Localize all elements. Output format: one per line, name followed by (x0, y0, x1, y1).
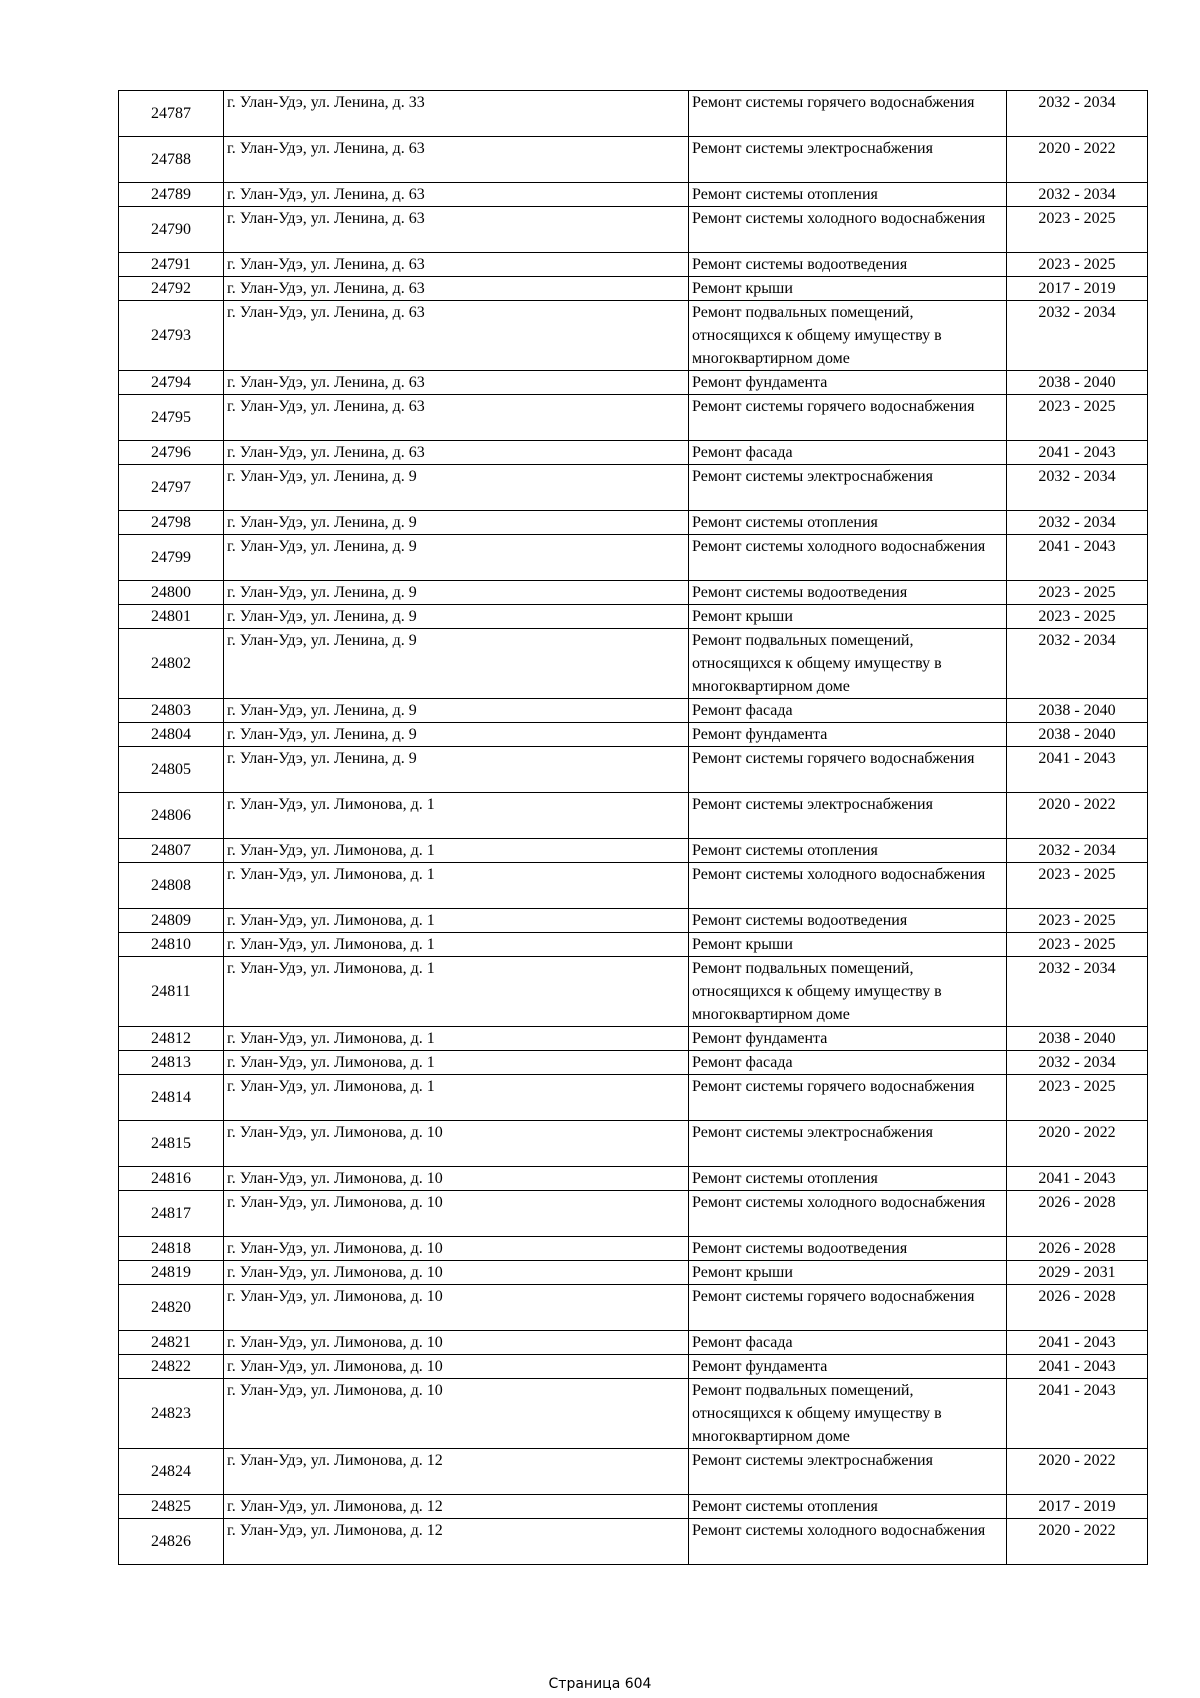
table-row (119, 1519, 1148, 1565)
row-address: г. Улан-Удэ, ул. Ленина, д. 63 (224, 395, 689, 441)
row-work-type: Ремонт подвальных помещений, относящихся к общему имуществу в многоквартирном доме (689, 301, 1007, 371)
row-address: г. Улан-Удэ, ул. Лимонова, д. 1 (224, 839, 689, 863)
row-number: 24804 (119, 723, 224, 747)
row-period: 2029 - 2031 (1007, 1261, 1148, 1285)
row-work-type: Ремонт системы отопления (689, 511, 1007, 535)
row-address: г. Улан-Удэ, ул. Ленина, д. 9 (224, 629, 689, 699)
row-number: 24825 (119, 1495, 224, 1519)
row-period: 2032 - 2034 (1007, 1051, 1148, 1075)
table-row (119, 301, 1148, 371)
table-row (119, 957, 1148, 1027)
row-period: 2038 - 2040 (1007, 723, 1148, 747)
row-address: г. Улан-Удэ, ул. Лимонова, д. 1 (224, 863, 689, 909)
row-work-type: Ремонт системы отопления (689, 183, 1007, 207)
row-number: 24815 (119, 1121, 224, 1167)
row-address: г. Улан-Удэ, ул. Лимонова, д. 12 (224, 1495, 689, 1519)
row-work-type: Ремонт подвальных помещений, относящихся к общему имуществу в многоквартирном доме (689, 629, 1007, 699)
row-period: 2026 - 2028 (1007, 1191, 1148, 1237)
table-row (119, 441, 1148, 465)
row-period: 2032 - 2034 (1007, 465, 1148, 511)
row-number: 24817 (119, 1191, 224, 1237)
row-work-type: Ремонт фундамента (689, 723, 1007, 747)
row-period: 2041 - 2043 (1007, 1379, 1148, 1449)
row-address: г. Улан-Удэ, ул. Ленина, д. 63 (224, 277, 689, 301)
row-work-type: Ремонт фундамента (689, 1355, 1007, 1379)
row-work-type: Ремонт системы горячего водоснабжения (689, 1285, 1007, 1331)
row-work-type: Ремонт системы горячего водоснабжения (689, 91, 1007, 137)
row-number: 24794 (119, 371, 224, 395)
row-address: г. Улан-Удэ, ул. Лимонова, д. 1 (224, 1075, 689, 1121)
row-work-type: Ремонт системы отопления (689, 839, 1007, 863)
table-row (119, 1379, 1148, 1449)
row-period: 2023 - 2025 (1007, 933, 1148, 957)
row-period: 2032 - 2034 (1007, 957, 1148, 1027)
row-address: г. Улан-Удэ, ул. Ленина, д. 9 (224, 581, 689, 605)
row-address: г. Улан-Удэ, ул. Ленина, д. 33 (224, 91, 689, 137)
table-row (119, 1237, 1148, 1261)
row-period: 2023 - 2025 (1007, 207, 1148, 253)
row-work-type: Ремонт крыши (689, 1261, 1007, 1285)
table-row (119, 1167, 1148, 1191)
table-row (119, 1331, 1148, 1355)
row-work-type: Ремонт системы горячего водоснабжения (689, 747, 1007, 793)
row-work-type: Ремонт системы электроснабжения (689, 1121, 1007, 1167)
row-work-type: Ремонт системы электроснабжения (689, 465, 1007, 511)
row-address: г. Улан-Удэ, ул. Ленина, д. 63 (224, 301, 689, 371)
row-period: 2023 - 2025 (1007, 395, 1148, 441)
row-number: 24800 (119, 581, 224, 605)
table-row (119, 1121, 1148, 1167)
row-work-type: Ремонт системы холодного водоснабжения (689, 207, 1007, 253)
row-work-type: Ремонт системы отопления (689, 1167, 1007, 1191)
row-number: 24787 (119, 91, 224, 137)
row-work-type: Ремонт системы водоотведения (689, 253, 1007, 277)
row-address: г. Улан-Удэ, ул. Ленина, д. 9 (224, 605, 689, 629)
row-period: 2023 - 2025 (1007, 605, 1148, 629)
row-number: 24790 (119, 207, 224, 253)
table-row (119, 1495, 1148, 1519)
row-period: 2020 - 2022 (1007, 1519, 1148, 1565)
row-number: 24811 (119, 957, 224, 1027)
row-number: 24803 (119, 699, 224, 723)
repair-schedule-body (119, 91, 1148, 1565)
table-row (119, 1285, 1148, 1331)
row-work-type: Ремонт системы электроснабжения (689, 137, 1007, 183)
row-address: г. Улан-Удэ, ул. Лимонова, д. 1 (224, 1051, 689, 1075)
row-period: 2026 - 2028 (1007, 1285, 1148, 1331)
row-address: г. Улан-Удэ, ул. Лимонова, д. 10 (224, 1355, 689, 1379)
row-number: 24816 (119, 1167, 224, 1191)
table-row (119, 1261, 1148, 1285)
row-number: 24812 (119, 1027, 224, 1051)
row-number: 24823 (119, 1379, 224, 1449)
row-number: 24818 (119, 1237, 224, 1261)
row-address: г. Улан-Удэ, ул. Лимонова, д. 10 (224, 1167, 689, 1191)
row-address: г. Улан-Удэ, ул. Ленина, д. 9 (224, 723, 689, 747)
table-row (119, 91, 1148, 137)
row-work-type: Ремонт системы электроснабжения (689, 1449, 1007, 1495)
table-row (119, 1051, 1148, 1075)
row-address: г. Улан-Удэ, ул. Лимонова, д. 1 (224, 957, 689, 1027)
table-row (119, 371, 1148, 395)
row-period: 2023 - 2025 (1007, 581, 1148, 605)
row-work-type: Ремонт системы водоотведения (689, 1237, 1007, 1261)
table-row (119, 277, 1148, 301)
row-number: 24819 (119, 1261, 224, 1285)
row-address: г. Улан-Удэ, ул. Ленина, д. 9 (224, 699, 689, 723)
table-row (119, 909, 1148, 933)
row-address: г. Улан-Удэ, ул. Ленина, д. 63 (224, 137, 689, 183)
table-row (119, 747, 1148, 793)
row-number: 24802 (119, 629, 224, 699)
table-row (119, 933, 1148, 957)
row-number: 24788 (119, 137, 224, 183)
table-row (119, 629, 1148, 699)
row-period: 2038 - 2040 (1007, 371, 1148, 395)
row-period: 2041 - 2043 (1007, 747, 1148, 793)
row-work-type: Ремонт фасада (689, 441, 1007, 465)
table-row (119, 1027, 1148, 1051)
table-row (119, 1355, 1148, 1379)
row-work-type: Ремонт фасада (689, 699, 1007, 723)
row-number: 24791 (119, 253, 224, 277)
row-period: 2020 - 2022 (1007, 137, 1148, 183)
row-period: 2032 - 2034 (1007, 301, 1148, 371)
row-period: 2032 - 2034 (1007, 839, 1148, 863)
row-work-type: Ремонт системы водоотведения (689, 581, 1007, 605)
row-address: г. Улан-Удэ, ул. Лимонова, д. 10 (224, 1261, 689, 1285)
table-row (119, 137, 1148, 183)
row-address: г. Улан-Удэ, ул. Лимонова, д. 12 (224, 1519, 689, 1565)
row-work-type: Ремонт крыши (689, 933, 1007, 957)
row-number: 24822 (119, 1355, 224, 1379)
row-work-type: Ремонт системы горячего водоснабжения (689, 1075, 1007, 1121)
row-work-type: Ремонт системы холодного водоснабжения (689, 1191, 1007, 1237)
row-period: 2038 - 2040 (1007, 699, 1148, 723)
row-period: 2020 - 2022 (1007, 1121, 1148, 1167)
row-address: г. Улан-Удэ, ул. Ленина, д. 63 (224, 253, 689, 277)
row-work-type: Ремонт фундамента (689, 1027, 1007, 1051)
row-period: 2032 - 2034 (1007, 91, 1148, 137)
row-number: 24809 (119, 909, 224, 933)
row-address: г. Улан-Удэ, ул. Лимонова, д. 1 (224, 909, 689, 933)
repair-schedule-table (118, 90, 1148, 1565)
row-number: 24821 (119, 1331, 224, 1355)
row-address: г. Улан-Удэ, ул. Лимонова, д. 12 (224, 1449, 689, 1495)
row-number: 24808 (119, 863, 224, 909)
table-row (119, 863, 1148, 909)
row-work-type: Ремонт фундамента (689, 371, 1007, 395)
row-number: 24805 (119, 747, 224, 793)
row-work-type: Ремонт системы электроснабжения (689, 793, 1007, 839)
row-address: г. Улан-Удэ, ул. Лимонова, д. 10 (224, 1121, 689, 1167)
row-number: 24820 (119, 1285, 224, 1331)
row-work-type: Ремонт системы горячего водоснабжения (689, 395, 1007, 441)
row-address: г. Улан-Удэ, ул. Ленина, д. 63 (224, 441, 689, 465)
table-row (119, 465, 1148, 511)
row-work-type: Ремонт системы водоотведения (689, 909, 1007, 933)
row-address: г. Улан-Удэ, ул. Ленина, д. 9 (224, 465, 689, 511)
row-period: 2032 - 2034 (1007, 183, 1148, 207)
table-row (119, 253, 1148, 277)
table-row (119, 1075, 1148, 1121)
row-period: 2023 - 2025 (1007, 909, 1148, 933)
table-row (119, 581, 1148, 605)
row-address: г. Улан-Удэ, ул. Ленина, д. 63 (224, 371, 689, 395)
row-number: 24814 (119, 1075, 224, 1121)
table-row (119, 535, 1148, 581)
table-row (119, 605, 1148, 629)
table-row (119, 511, 1148, 535)
row-work-type: Ремонт системы холодного водоснабжения (689, 1519, 1007, 1565)
row-address: г. Улан-Удэ, ул. Лимонова, д. 1 (224, 933, 689, 957)
table-row (119, 699, 1148, 723)
row-work-type: Ремонт фасада (689, 1051, 1007, 1075)
row-period: 2023 - 2025 (1007, 1075, 1148, 1121)
row-period: 2020 - 2022 (1007, 1449, 1148, 1495)
row-period: 2032 - 2034 (1007, 511, 1148, 535)
row-period: 2041 - 2043 (1007, 1331, 1148, 1355)
row-address: г. Улан-Удэ, ул. Лимонова, д. 10 (224, 1331, 689, 1355)
row-number: 24824 (119, 1449, 224, 1495)
row-address: г. Улан-Удэ, ул. Лимонова, д. 10 (224, 1191, 689, 1237)
row-number: 24806 (119, 793, 224, 839)
table-row (119, 183, 1148, 207)
row-work-type: Ремонт крыши (689, 605, 1007, 629)
row-address: г. Улан-Удэ, ул. Лимонова, д. 1 (224, 1027, 689, 1051)
row-number: 24807 (119, 839, 224, 863)
row-number: 24798 (119, 511, 224, 535)
row-period: 2038 - 2040 (1007, 1027, 1148, 1051)
row-address: г. Улан-Удэ, ул. Ленина, д. 63 (224, 183, 689, 207)
table-row (119, 1191, 1148, 1237)
page-number: Страница 604 (548, 1676, 652, 1692)
row-number: 24801 (119, 605, 224, 629)
row-period: 2017 - 2019 (1007, 277, 1148, 301)
row-period: 2032 - 2034 (1007, 629, 1148, 699)
row-period: 2023 - 2025 (1007, 863, 1148, 909)
table-row (119, 723, 1148, 747)
row-number: 24826 (119, 1519, 224, 1565)
row-address: г. Улан-Удэ, ул. Ленина, д. 9 (224, 535, 689, 581)
row-address: г. Улан-Удэ, ул. Лимонова, д. 10 (224, 1237, 689, 1261)
row-period: 2020 - 2022 (1007, 793, 1148, 839)
table-row (119, 793, 1148, 839)
row-number: 24793 (119, 301, 224, 371)
row-number: 24813 (119, 1051, 224, 1075)
row-address: г. Улан-Удэ, ул. Ленина, д. 63 (224, 207, 689, 253)
table-row (119, 839, 1148, 863)
table-row (119, 1449, 1148, 1495)
table-row (119, 207, 1148, 253)
row-work-type: Ремонт системы отопления (689, 1495, 1007, 1519)
row-work-type: Ремонт крыши (689, 277, 1007, 301)
row-number: 24795 (119, 395, 224, 441)
row-period: 2041 - 2043 (1007, 441, 1148, 465)
row-address: г. Улан-Удэ, ул. Лимонова, д. 10 (224, 1285, 689, 1331)
row-work-type: Ремонт подвальных помещений, относящихся к общему имуществу в многоквартирном доме (689, 957, 1007, 1027)
row-period: 2041 - 2043 (1007, 1167, 1148, 1191)
row-number: 24796 (119, 441, 224, 465)
row-period: 2026 - 2028 (1007, 1237, 1148, 1261)
row-address: г. Улан-Удэ, ул. Ленина, д. 9 (224, 747, 689, 793)
row-work-type: Ремонт фасада (689, 1331, 1007, 1355)
row-address: г. Улан-Удэ, ул. Ленина, д. 9 (224, 511, 689, 535)
row-number: 24797 (119, 465, 224, 511)
row-address: г. Улан-Удэ, ул. Лимонова, д. 10 (224, 1379, 689, 1449)
row-period: 2023 - 2025 (1007, 253, 1148, 277)
row-number: 24799 (119, 535, 224, 581)
row-work-type: Ремонт подвальных помещений, относящихся к общему имуществу в многоквартирном доме (689, 1379, 1007, 1449)
table-row (119, 395, 1148, 441)
row-period: 2041 - 2043 (1007, 1355, 1148, 1379)
row-period: 2041 - 2043 (1007, 535, 1148, 581)
row-period: 2017 - 2019 (1007, 1495, 1148, 1519)
row-number: 24789 (119, 183, 224, 207)
row-address: г. Улан-Удэ, ул. Лимонова, д. 1 (224, 793, 689, 839)
row-work-type: Ремонт системы холодного водоснабжения (689, 535, 1007, 581)
row-number: 24792 (119, 277, 224, 301)
row-work-type: Ремонт системы холодного водоснабжения (689, 863, 1007, 909)
row-number: 24810 (119, 933, 224, 957)
